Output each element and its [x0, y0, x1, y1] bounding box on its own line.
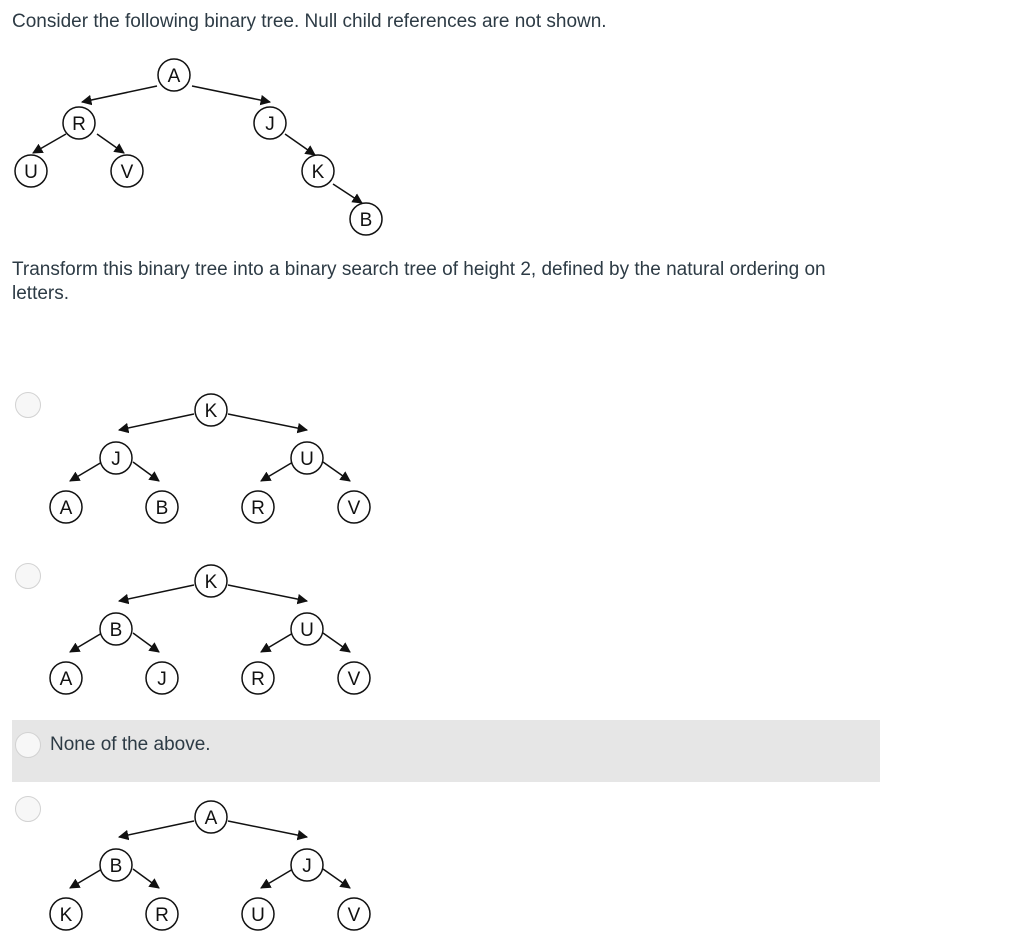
tree-node	[338, 898, 370, 930]
edge	[261, 869, 293, 888]
svg-text:B: B	[155, 498, 169, 519]
edge	[119, 821, 194, 837]
tree-node	[146, 491, 178, 523]
svg-text:V: V	[347, 498, 361, 519]
svg-text:B: B	[109, 856, 123, 877]
svg-text:R: R	[251, 669, 265, 690]
edge	[33, 134, 66, 153]
none-of-the-above-label: None of the above.	[50, 734, 211, 755]
svg-text:J: J	[265, 114, 275, 135]
svg-text:J: J	[302, 856, 312, 877]
svg-text:B: B	[359, 210, 373, 231]
tree-node	[158, 59, 190, 91]
question-intro: Consider the following binary tree. Null child references are not shown.	[12, 11, 607, 32]
tree-node	[291, 613, 323, 645]
tree-node	[15, 155, 47, 187]
svg-text:R: R	[155, 905, 169, 926]
edge	[261, 633, 293, 652]
svg-text:R: R	[251, 498, 265, 519]
given-tree-diagram	[0, 0, 400, 250]
edge	[119, 414, 194, 430]
tree-node	[146, 662, 178, 694]
radio-button[interactable]	[15, 732, 41, 758]
tree-node	[100, 849, 132, 881]
tree-node	[50, 662, 82, 694]
svg-text:B: B	[109, 620, 123, 641]
svg-text:R: R	[72, 114, 86, 135]
tree-node	[291, 442, 323, 474]
tree-node	[50, 898, 82, 930]
svg-text:J: J	[111, 449, 121, 470]
tree-node	[111, 155, 143, 187]
svg-text:A: A	[167, 66, 181, 87]
tree-node	[195, 394, 227, 426]
answer-option-3[interactable]	[12, 720, 880, 782]
edge	[70, 462, 102, 481]
edge	[323, 633, 350, 652]
svg-text:K: K	[311, 162, 325, 183]
edge	[133, 633, 159, 652]
tree-node	[350, 203, 382, 235]
svg-text:V: V	[347, 669, 361, 690]
svg-text:U: U	[300, 620, 314, 641]
tree-node	[100, 613, 132, 645]
tree-node	[195, 565, 227, 597]
tree-node	[291, 849, 323, 881]
option-4-tree-diagram	[0, 797, 400, 937]
tree-node	[302, 155, 334, 187]
edge	[228, 821, 307, 837]
tree-node	[146, 898, 178, 930]
edge	[133, 462, 159, 481]
svg-text:K: K	[204, 401, 218, 422]
question-prompt: Transform this binary tree into a binary search tree of height 2, defined by the natural ordering on letters.	[12, 259, 826, 304]
svg-text:U: U	[300, 449, 314, 470]
tree-node	[338, 662, 370, 694]
edge	[133, 869, 159, 888]
tree-node	[63, 107, 95, 139]
option-1-tree-diagram	[0, 390, 400, 530]
svg-text:V: V	[347, 905, 361, 926]
tree-node	[254, 107, 286, 139]
option-2-tree-diagram	[0, 561, 400, 701]
edge	[97, 134, 124, 153]
tree-node	[242, 898, 274, 930]
edge	[228, 414, 307, 430]
svg-text:K: K	[59, 905, 73, 926]
svg-text:U: U	[251, 905, 265, 926]
svg-text:V: V	[120, 162, 134, 183]
edge	[285, 134, 315, 155]
edge	[261, 462, 293, 481]
tree-node	[50, 491, 82, 523]
svg-text:K: K	[204, 572, 218, 593]
edge	[192, 86, 270, 102]
edge	[70, 869, 102, 888]
edge	[228, 585, 307, 601]
tree-node	[195, 801, 227, 833]
edge	[323, 462, 350, 481]
svg-text:A: A	[59, 669, 73, 690]
edge	[119, 585, 194, 601]
edge	[323, 869, 350, 888]
edge	[82, 86, 157, 102]
svg-text:A: A	[59, 498, 73, 519]
svg-text:A: A	[204, 808, 218, 829]
tree-node	[242, 662, 274, 694]
tree-node	[338, 491, 370, 523]
svg-text:J: J	[157, 669, 167, 690]
tree-node	[100, 442, 132, 474]
edge	[333, 184, 362, 203]
tree-node	[242, 491, 274, 523]
edge	[70, 633, 102, 652]
svg-text:U: U	[24, 162, 38, 183]
